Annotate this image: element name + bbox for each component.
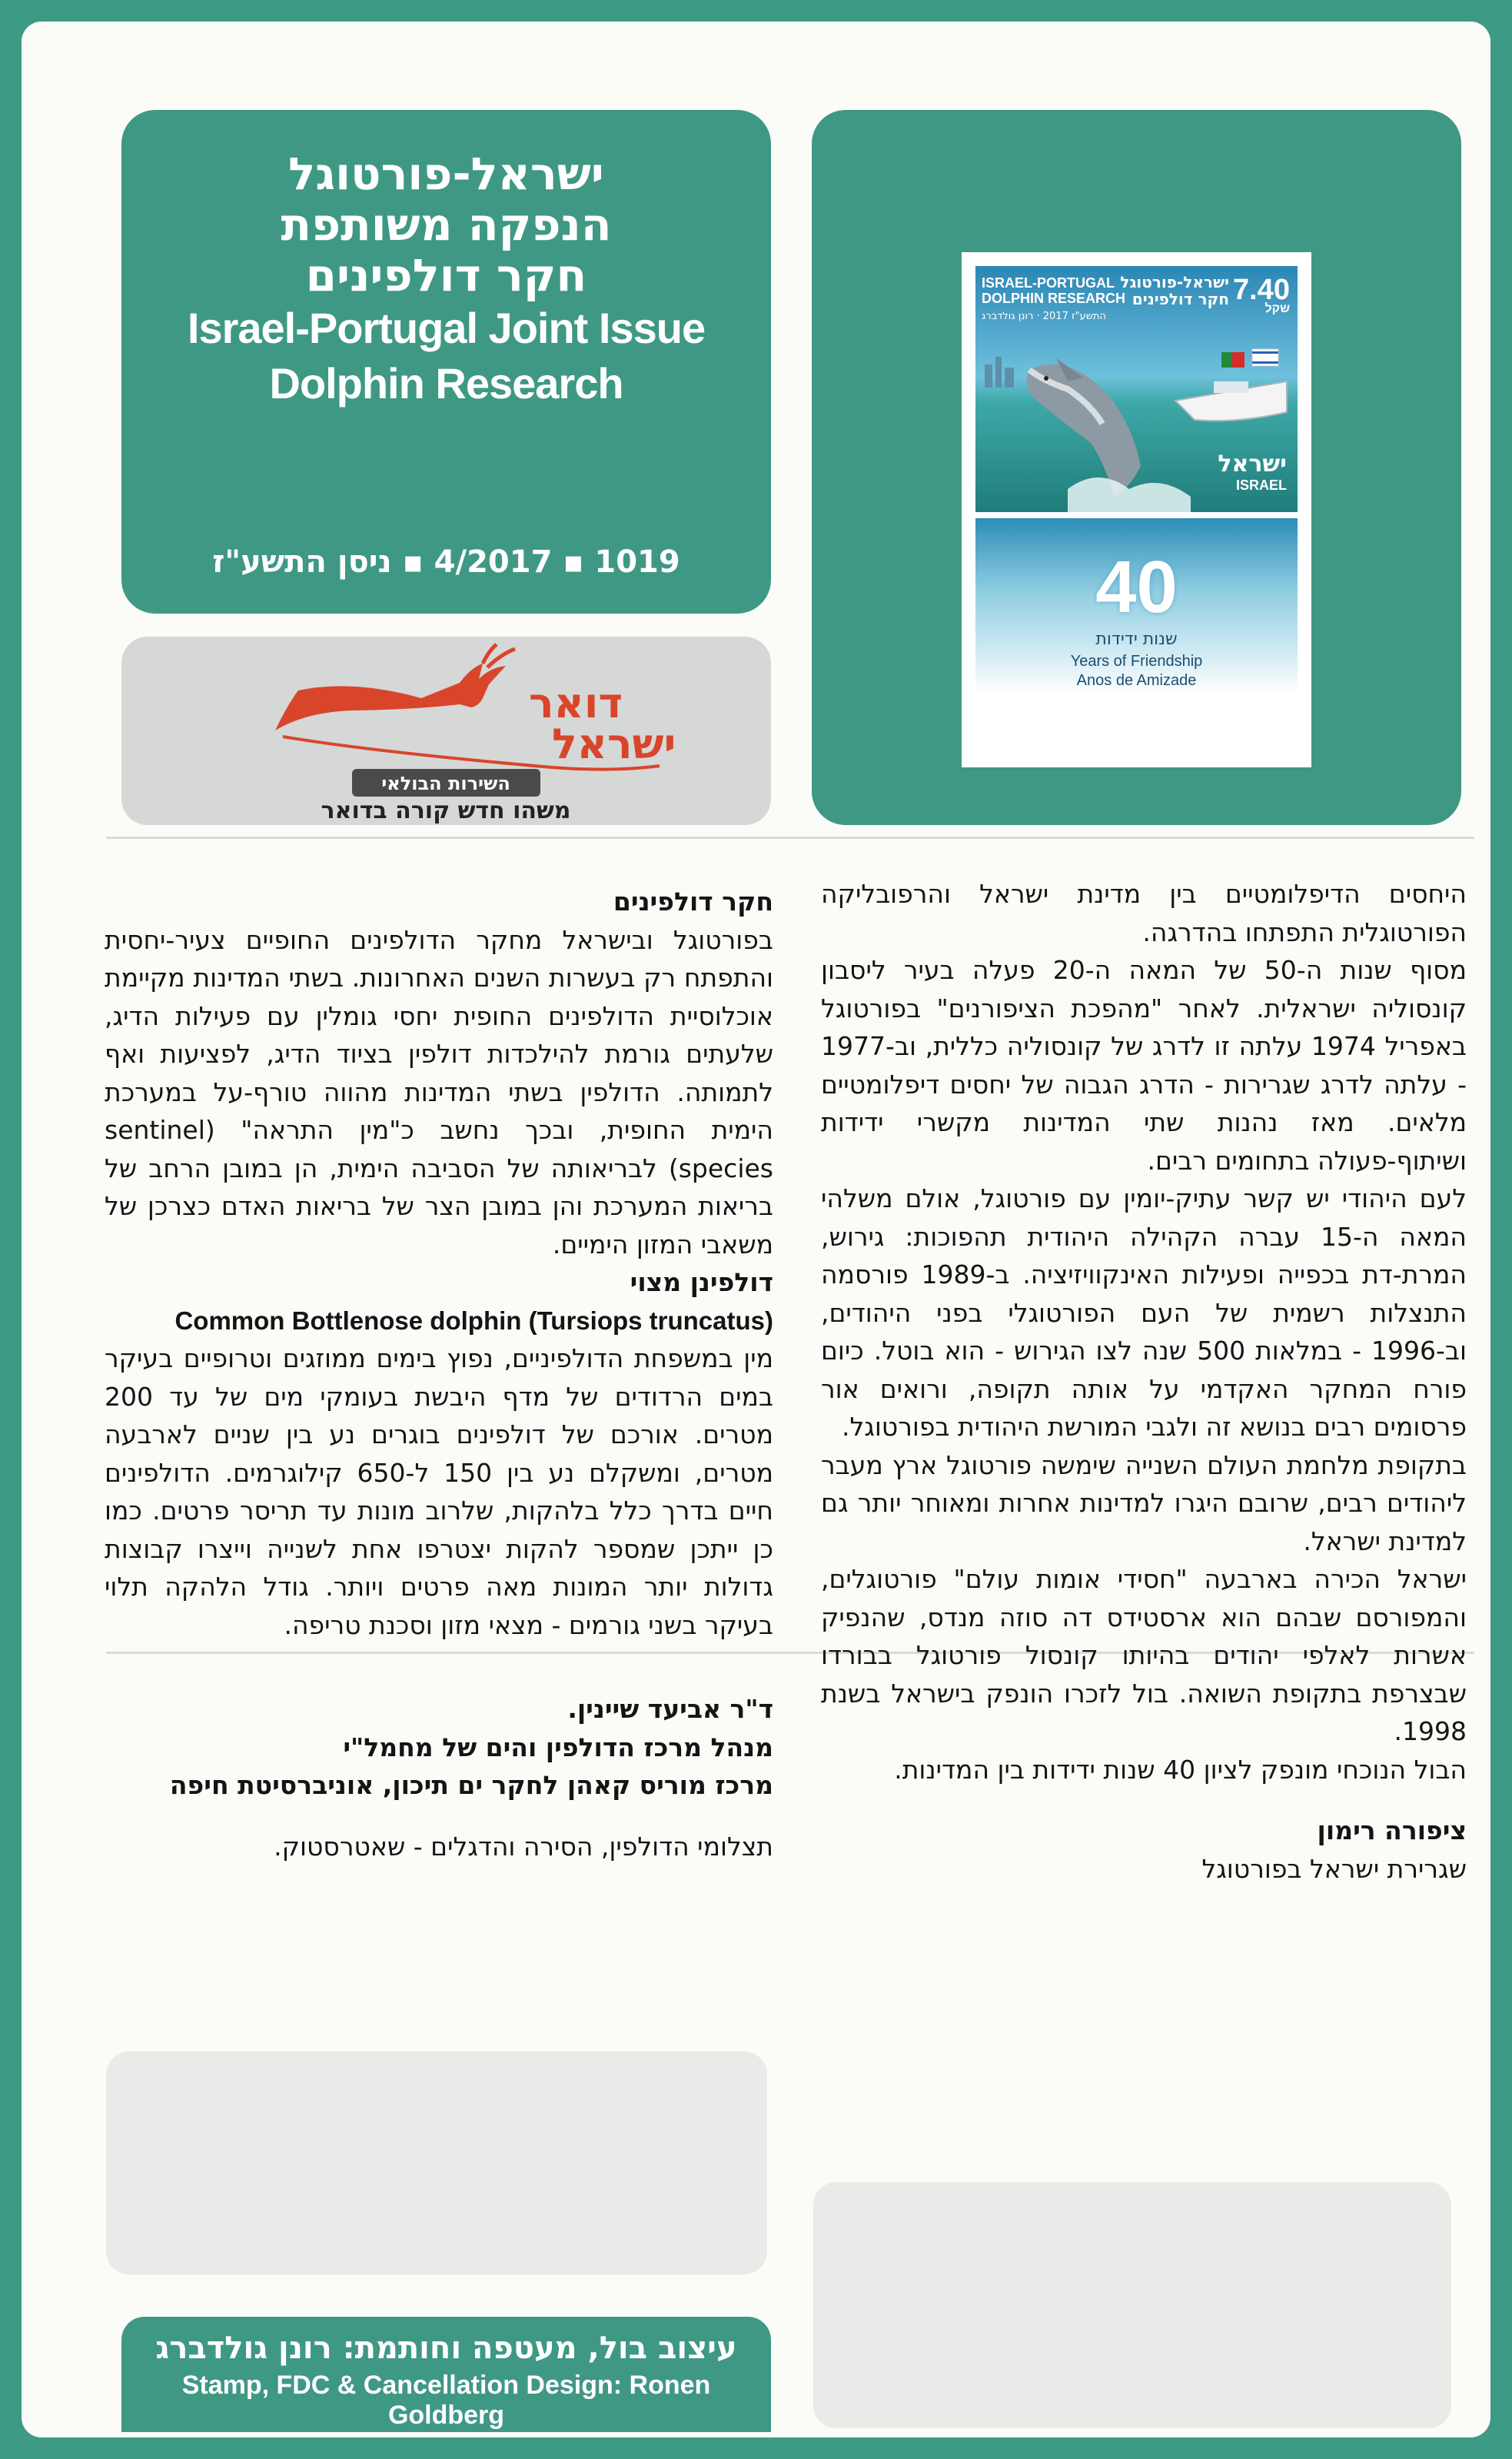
author-name: ד"ר אביעד שיינין. [567, 1694, 773, 1724]
bleed-through-box [813, 2182, 1451, 2428]
relations-paragraph-2: מסוף שנות ה-50 של המאה ה-20 פעלה בעיר ליסבון קונסוליה ישראלית. לאחר "מהפכת הציפורנים" בפורטוגל באפריל 1974 עלתה זו לדרג של קונסוליה כללית, וב-1977 - עלתה לדרג שגרירות - הדרג הגבוה של יחסים דיפלומטיים מלאים. מאז נהנות שתי המדינות מקשרי ידידות ושיתוף-פעולה בתחומים רבים. [821, 955, 1467, 1176]
stamp-tab [975, 518, 1298, 754]
stamp-country-en: ISRAEL [1235, 477, 1287, 493]
left-text-column [105, 883, 773, 1865]
signature-name: ציפורה רימון [1317, 1815, 1467, 1845]
logo-name-line-2: ישראל [552, 720, 676, 768]
title-hebrew-2: הנפקה משותפת [281, 198, 612, 251]
logo-banner: השירות הבולאי [381, 773, 510, 794]
author-title-1: מנהל מרכז הדולפין והים של מחמל"י [343, 1732, 773, 1762]
logo-panel [121, 637, 771, 825]
stamp-panel [812, 110, 1461, 825]
design-credit-hebrew: עיצוב בול, מעטפה וחותמת: רונן גולדברג [155, 2331, 737, 2366]
israel-post-logo [121, 637, 771, 825]
bulletin-sheet [22, 22, 1490, 2437]
relations-paragraph-5: ישראל הכירה בארבעה "חסידי אומות עולם" פורטוגלים, והמפורסם שבהם הוא ארסטידס דה סוזה מנדס, שהנפיק אשרות לאלפי יהודים בהיותו קונסול פורטוגל בבורדו שבצרפת בתקופת השואה. בול לזכרו הונפק בישראל בשנת 1998. [821, 1564, 1467, 1746]
relations-paragraph-4: בתקופת מלחמת העולם השנייה שימשה פורטוגל ארץ מעבר ליהודים רבים, שרובם היגרו למדינות אחרות ומאוחר יותר גם למדינת ישראל. [821, 1449, 1467, 1556]
stamp-country-he: ישראל [1218, 451, 1287, 477]
tab-hebrew: שנות ידידות [1095, 630, 1178, 649]
tab-portuguese: Anos de Amizade [1076, 672, 1197, 689]
deer-icon [275, 644, 515, 730]
species-heading: דולפינן מצוי [630, 1267, 773, 1297]
design-credit-english: Stamp, FDC & Cancellation Design: Ronen Goldberg [181, 2371, 711, 2430]
photo-credits: תצלומי הדולפין, הסירה והדגלים - שאטרסטוק. [274, 1831, 773, 1862]
fold-line [106, 837, 1474, 839]
stamp-title-he-1: ישראל-פורטוגל [1120, 273, 1229, 291]
stamp-image [975, 266, 1298, 512]
relations-paragraph-3: לעם היהודי יש קשר עתיק-יומין עם פורטוגל, אולם משלהי המאה ה-15 עברה הקהילה היהודית תהפוכות: גירוש, המרת-דת בכפייה ופעילות האינקוויזיציה. ב-1989 פורסמה התנצלות רשמית של העם הפורטוגלי בפני היהודים, וב-1996 - במלאות 500 שנה לצו הגירוש - הוא בוטל. כיום פורח המחקר האקדמי על אותה תקופה, ורואים אור פרסומים רבים בנושא זה ולגבי המורשת היהודית בפורטוגל. [821, 1183, 1467, 1442]
stamp-title-he-2: חקר דולפינים [1132, 290, 1229, 308]
stamp-designer-line: התשע"ז 2017 · רונן גולדברג [982, 311, 1106, 322]
design-credit-footer [121, 2317, 771, 2432]
bleed-through-box [106, 2051, 767, 2274]
stamp-title-en-2: DOLPHIN RESEARCH [982, 291, 1126, 306]
title-hebrew-1: ישראל-פורטוגל [288, 148, 604, 200]
tab-english: Years of Friendship [1070, 653, 1203, 670]
logo-name-line-1: דואר [529, 679, 623, 727]
title-english-2: Dolphin Research [269, 359, 623, 408]
stamp-currency: שקל [1264, 302, 1290, 315]
right-text-column [821, 875, 1467, 1888]
issue-number-date: 1019 ▪ 4/2017 ▪ ניסן התשע"ז [212, 544, 680, 580]
postage-stamp [962, 252, 1311, 767]
dolphin-research-paragraph: בפורטוגל ובישראל מחקר הדולפינים החופיים צעיר-יחסית והתפתח רק בעשרות השנים האחרונות. בשתי המדינות מקיימת אוכלוסיית הדולפינים החופית יחסי גומלין עם פעילות הדיג, שלעתים גורמת להילכדות דולפין בציוד הדיג, לפציעות ואף לתמותה. הדולפין בשתי המדינות מהווה טורף-על במערכת הימית החופית, ובכך נחשב כ"מין התראה" (sentinel species) לבריאותה של הסביבה הימית, הן במובן הרחב של בריאות המערכת והן במובן הצר של בריאות האדם כצרכן של משאבי המזון הימיים. [105, 924, 773, 1259]
species-paragraph: מין במשפחת הדולפיניים, נפוץ בימים ממוזגים וטרופיים בעיקר במים הרדודים של מדף היבשת בעומקי מים של עד 200 מטרים. אורכם של דולפינים בוגרים נע בין שניים לארבעה מטרים, ומשקלם נע בין 150 ל-650 קילוגרמים. הדולפינים חיים בדרך כלל בלהקות, שלרוב מונות עד תריסר פרטים. כמו כן ייתכן שמספר להקות יצטרפו אחת לשנייה וייצרו קבוצות גדולות יותר המונות מאה פרטים ויותר. גודל הלהקה תלוי בעיקר בשני גורמים - מצאי מזון וסכנת טריפה. [105, 1343, 774, 1640]
logo-slogan: משהו חדש קורה בדואר [321, 797, 571, 824]
author-title-2: מרכז מוריס קאהן לחקר ים תיכון, אוניברסיטת חיפה [169, 1770, 773, 1800]
dolphin-research-heading: חקר דולפינים [613, 887, 773, 917]
title-english-1: Israel-Portugal Joint Issue [187, 304, 706, 352]
tab-forty: 40 [1095, 546, 1178, 628]
relations-paragraph-6: הבול הנוכחי מונפק לציון 40 שנות ידידות בין המדינות. [894, 1754, 1467, 1785]
signature-title: שגרירת ישראל בפורטוגל [1201, 1853, 1467, 1884]
relations-paragraph-1: היחסים הדיפלומטיים בין מדינת ישראל והרפובליקה הפורטוגלית התפתחו בהדרגה. [821, 879, 1467, 947]
stamp-title-en-1: ISRAEL-PORTUGAL [982, 275, 1115, 291]
species-latin-name: Common Bottlenose dolphin (Tursiops truncatus) [174, 1306, 773, 1335]
title-hebrew-3: חקר דולפינים [305, 249, 587, 301]
stamp-face-value: 7.40 [1233, 274, 1290, 306]
title-panel [121, 110, 771, 614]
